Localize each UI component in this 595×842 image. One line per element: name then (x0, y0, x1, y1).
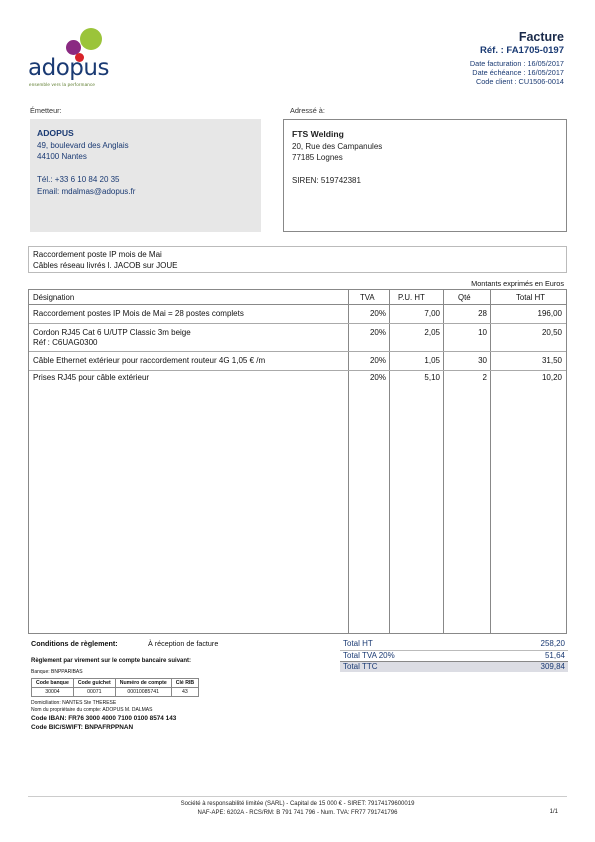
row-designation: Raccordement postes IP Mois de Mai = 28 postes complets (33, 309, 244, 318)
row-qty: 28 (478, 309, 487, 318)
invoice-title: Facture (518, 30, 564, 44)
row-designation: Câble Ethernet extérieur pour raccordement routeur 4G 1,05 € /m (33, 356, 266, 365)
rib-value: 30004 (32, 688, 74, 697)
table-row (29, 369, 566, 388)
total-ttc-row (340, 661, 568, 672)
emitter-box (30, 119, 261, 232)
footer-divider (28, 796, 567, 797)
row-total: 196,00 (537, 309, 562, 318)
code-client: Code client : CU1506-0014 (475, 77, 564, 87)
emitter-name: ADOPUS (37, 128, 74, 138)
recipient-label: Adressé à: (290, 106, 325, 115)
row-pu: 7,00 (424, 309, 440, 318)
row-pu: 5,10 (424, 373, 440, 382)
logo-wordmark: adopus (28, 55, 109, 81)
recipient-address1: 20, Rue des Campanules (292, 141, 383, 151)
rib-header: Numéro de compte (115, 679, 171, 688)
emitter-address2: 44100 Nantes (37, 152, 87, 161)
page-number: 1/1 (549, 809, 558, 815)
row-designation: Cordon RJ45 Cat 6 U/UTP Classic 3m beige Réf : C6UAG0300 (33, 328, 191, 347)
row-total: 10,20 (541, 373, 562, 382)
account-owner: Nom du propriétaire du compte: ADOPUS M. DALMAS (31, 706, 153, 713)
totals-box (340, 639, 568, 672)
logo-tagline: ensemble vers la performance (29, 82, 96, 87)
row-qty: 10 (478, 328, 487, 337)
header-qty: Qté (458, 293, 471, 302)
date-echeance: Date échéance : 16/05/2017 (472, 68, 564, 78)
table-header (29, 290, 566, 305)
recipient-address2: 77185 Lognes (292, 153, 343, 162)
bank-codes (31, 714, 176, 732)
rib-header: Clé RIB (171, 679, 198, 688)
row-qty: 30 (478, 356, 487, 365)
footer-line1: Société à responsabilité limitée (SARL) - Capital de 15 000 € - SIRET: 79174179600019 (180, 801, 415, 807)
company-logo (28, 26, 148, 92)
row-tva: 20% (369, 328, 386, 337)
table-row (29, 305, 566, 324)
invoice-subject (28, 246, 567, 273)
row-designation: Prises RJ45 pour câble extérieur (33, 373, 150, 382)
subject-line2: Câbles réseau livrés l. JACOB sur JOUE (33, 260, 178, 270)
emitter-phone: Tél.: +33 6 10 84 20 35 (37, 175, 120, 184)
total-tva-row (340, 650, 568, 661)
payment-conditions-value: À réception de facture (148, 639, 219, 648)
row-ref: Réf : C6UAG0300 (33, 338, 98, 347)
bank-transfer-title: Règlement par virement sur le compte bancaire suivant: (31, 658, 192, 664)
iban: Code IBAN: FR76 3000 4000 7100 0100 8574 143 (31, 715, 177, 722)
recipient-box (283, 119, 567, 232)
row-pu: 1,05 (424, 356, 440, 365)
total-ht-row (340, 639, 568, 650)
row-total: 31,50 (541, 356, 562, 365)
header-tva: TVA (360, 293, 375, 302)
total-ttc-label: Total TTC (343, 662, 378, 671)
rib-value: 00071 (73, 688, 115, 697)
items-table (28, 289, 567, 634)
currency-note: Montants exprimés en Euros (471, 279, 564, 288)
row-qty: 2 (482, 373, 487, 382)
bank-domiciliation: Domiciliation: NANTES Ste THERESE Nom du propriétaire du compte: ADOPUS M. DALMAS (31, 700, 153, 713)
invoice-header (470, 30, 564, 87)
total-tva-value: 51,64 (544, 651, 565, 660)
row-tva: 20% (369, 356, 386, 365)
legal-footer (0, 800, 595, 818)
total-ht-label: Total HT (343, 639, 373, 648)
recipient-siren: SIREN: 519742381 (292, 176, 361, 185)
emitter-label: Émetteur: (30, 106, 62, 115)
bank-name: Banque: BNPPARIBAS (31, 669, 83, 675)
emitter-email: Email: mdalmas@adopus.fr (37, 186, 136, 196)
date-facturation: Date facturation : 16/05/2017 (469, 59, 564, 68)
table-row (29, 324, 566, 352)
row-total: 20,50 (541, 328, 562, 337)
logo-green-circle (80, 28, 102, 50)
rib-header: Code guichet (73, 679, 115, 688)
bic: Code BIC/SWIFT: BNPAFRPPNAN (31, 724, 134, 731)
header-designation: Désignation (33, 293, 75, 302)
total-tva-label: Total TVA 20% (343, 651, 395, 660)
invoice-dates (470, 59, 564, 87)
total-ttc-value: 309,84 (540, 662, 565, 671)
rib-header: Code banque (32, 679, 74, 688)
header-total: Total HT (516, 293, 546, 302)
row-pu: 2,05 (424, 328, 440, 337)
row-tva: 20% (369, 373, 386, 382)
rib-value: 00010085741 (115, 688, 171, 697)
row-tva: 20% (369, 309, 386, 318)
recipient-name: FTS Welding (292, 129, 344, 139)
invoice-ref: Réf. : FA1705-0197 (480, 45, 564, 56)
rib-value: 43 (171, 688, 198, 697)
total-ht-value: 258,20 (540, 639, 565, 648)
subject-line1: Raccordement poste IP mois de Mai (33, 250, 162, 259)
header-pu: P.U. HT (398, 293, 425, 302)
rib-table (31, 678, 199, 697)
footer-line2: NAF-APE: 6202A - RCS/RM: B 791 741 796 - Num. TVA: FR77 791741796 (197, 810, 398, 816)
payment-conditions-label: Conditions de règlement: (31, 639, 118, 648)
emitter-address1: 49, boulevard des Anglais (37, 140, 129, 150)
